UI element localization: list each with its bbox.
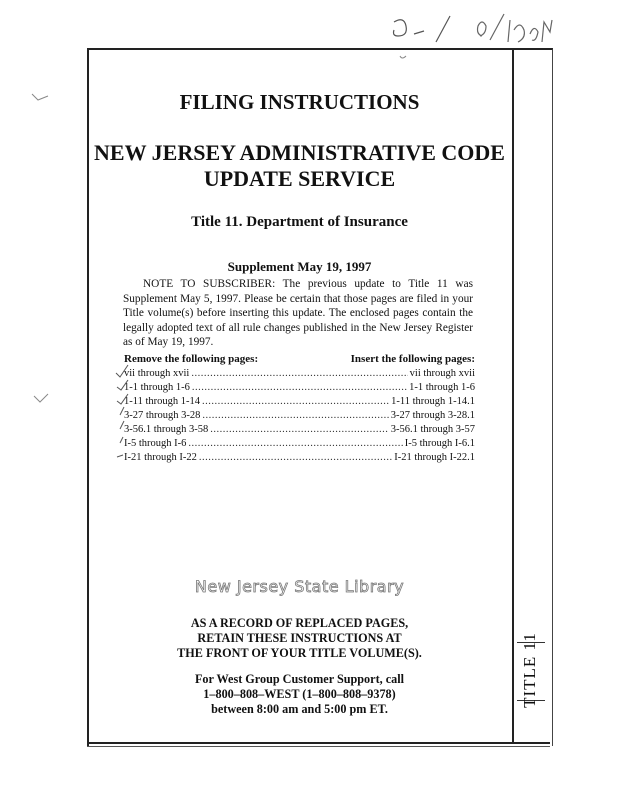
insert-pages: 1-1 through 1-6: [409, 382, 475, 393]
leader-dots: [191, 367, 407, 381]
tab-label: TITLE 11: [520, 632, 539, 708]
check-marks: [114, 363, 130, 463]
record-instructions: [87, 616, 512, 661]
leader-dots: [202, 409, 388, 423]
leader-dots: [202, 395, 389, 409]
table-row: [124, 423, 475, 437]
scan-mark: [32, 392, 52, 406]
support-line: For West Group Customer Support, call: [194, 672, 404, 686]
bottom-rule: [87, 746, 550, 747]
insert-pages: 3-56.1 through 3-57: [390, 424, 475, 435]
leader-dots: [199, 451, 392, 465]
table-row: [124, 395, 475, 409]
record-line: THE FRONT OF YOUR TITLE VOLUME(S).: [177, 646, 422, 660]
remove-pages: 1-11 through 1-14: [124, 396, 201, 407]
insert-pages: 1-11 through 1-14.1: [391, 396, 475, 407]
customer-support: [87, 672, 512, 717]
support-hours: between 8:00 am and 5:00 pm ET.: [211, 702, 388, 716]
title-line: Title 11. Department of Insurance: [191, 214, 408, 230]
supplement-line: Supplement May 19, 1997: [227, 259, 372, 274]
code-title-line2: UPDATE SERVICE: [203, 166, 396, 191]
remove-column-header: Remove the following pages:: [124, 353, 259, 365]
remove-pages: 3-56.1 through 3-58: [124, 424, 209, 435]
library-stamp: New Jersey State Library: [194, 577, 405, 596]
insert-pages: 3-27 through 3-28.1: [390, 410, 475, 421]
table-row: [124, 367, 475, 381]
table-row: [124, 451, 475, 465]
table-row: [124, 381, 475, 395]
support-phone: 1–800–808–WEST (1–800–808–9378): [203, 687, 396, 701]
bottom-rule: [87, 742, 550, 744]
table-row: [124, 437, 475, 451]
insert-pages: I-21 through I-22.1: [394, 452, 475, 463]
table-row: [124, 409, 475, 423]
insert-column-header: Insert the following pages:: [350, 353, 475, 365]
leader-dots: [192, 381, 407, 395]
record-line: RETAIN THESE INSTRUCTIONS AT: [197, 631, 402, 645]
note-to-subscriber: NOTE TO SUBSCRIBER: The previous update to Title 11 was Supplement May 5, 1997. Please be certain that those pages are filed in your Title volume(s) before inserting this update. The enclosed pages contain the legally adopted text of all rule changes published in the New Jersey Register as of May 19, 1997.: [123, 278, 473, 348]
scan-mark: [30, 92, 50, 104]
filing-heading: FILING INSTRUCTIONS: [179, 90, 420, 114]
remove-pages: 3-27 through 3-28: [124, 410, 201, 421]
remove-pages: 1-1 through 1-6: [124, 382, 190, 393]
leader-dots: [188, 437, 402, 451]
pages-table: [124, 367, 475, 465]
leader-dots: [210, 423, 388, 437]
code-title-line1: NEW JERSEY ADMINISTRATIVE CODE: [94, 140, 505, 165]
insert-pages: vii through xvii: [409, 368, 475, 379]
remove-pages: I-21 through I-22: [124, 452, 197, 463]
record-line: AS A RECORD OF REPLACED PAGES,: [190, 616, 409, 630]
remove-pages: I-5 through I-6: [124, 438, 187, 449]
remove-pages: vii through xvii: [124, 368, 190, 379]
insert-pages: I-5 through I-6.1: [404, 438, 475, 449]
